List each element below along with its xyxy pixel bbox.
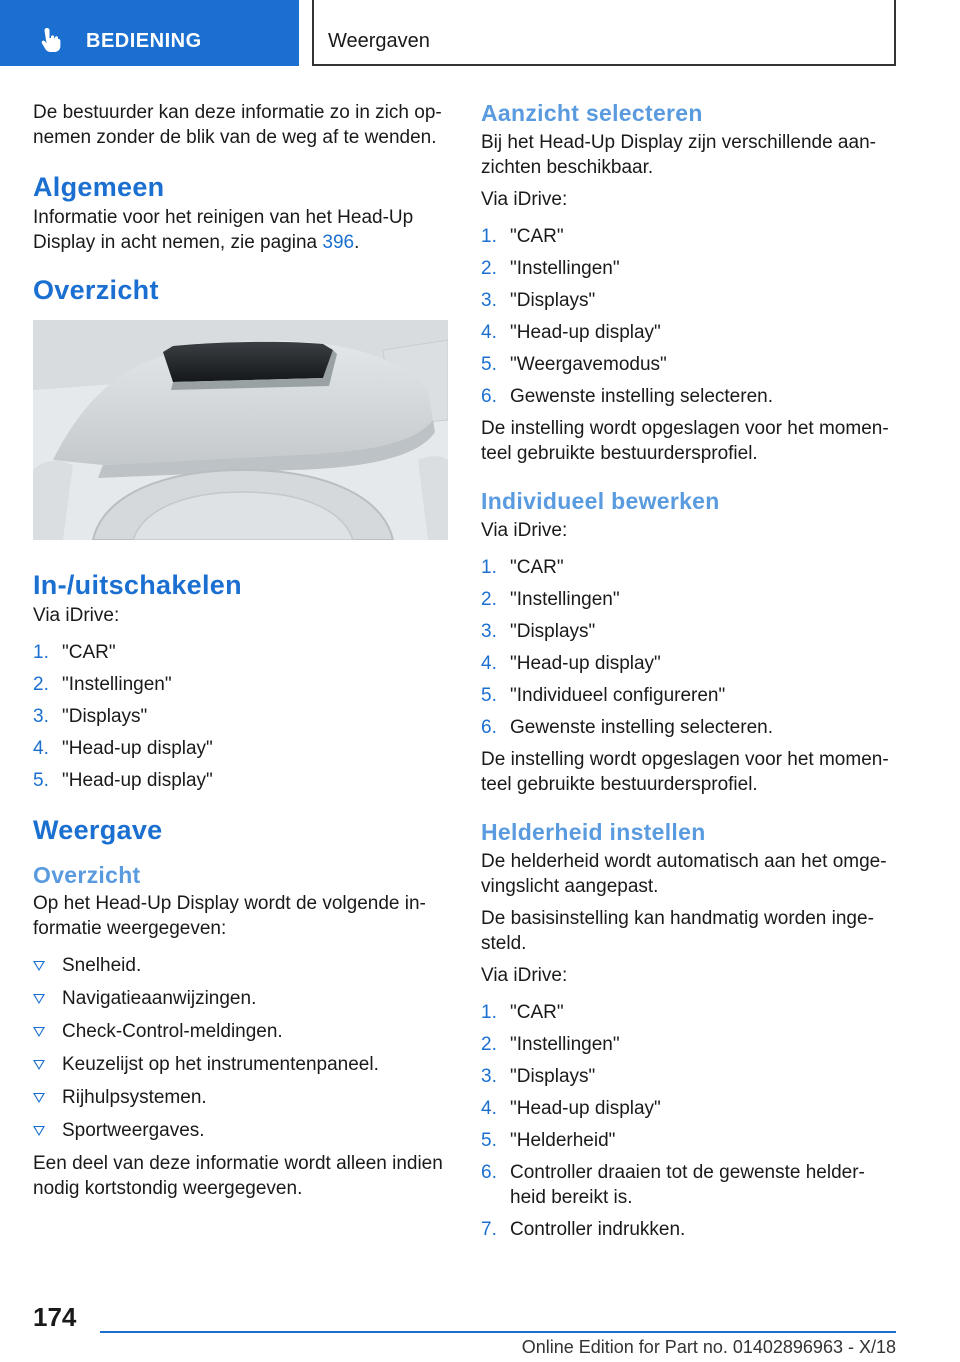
right-column bbox=[481, 100, 896, 1249]
list-item: 1. "CAR" bbox=[481, 557, 564, 578]
aanzicht-paragraph: Bij het Head-Up Display zijn verschillende aan-zichten beschikbaar. bbox=[481, 132, 876, 178]
list-item: 1. "CAR" bbox=[481, 1002, 564, 1023]
list-item: 4. "Head-up display" bbox=[481, 1098, 661, 1119]
heading-algemeen: Algemeen bbox=[33, 172, 165, 202]
aanzicht-outro: De instelling wordt opgeslagen voor het momen-teel gebruikte bestuurdersprofiel. bbox=[481, 418, 889, 464]
uitschakelen-steps bbox=[33, 640, 448, 793]
page-reference-link[interactable]: 396 bbox=[322, 232, 355, 253]
list-item: 7. Controller indrukken. bbox=[481, 1219, 686, 1240]
head-up-display-image bbox=[33, 320, 448, 540]
list-item: 2. "Instellingen" bbox=[481, 589, 620, 610]
aanzicht-steps bbox=[481, 224, 896, 409]
list-item: Keuzelijst op het instrumentenpaneel. bbox=[33, 1052, 448, 1077]
list-item: Sportweergaves. bbox=[33, 1118, 448, 1143]
list-item: 5. "Helderheid" bbox=[481, 1130, 616, 1151]
triangle-bullet-icon bbox=[33, 961, 45, 971]
list-item: 6. Gewenste instelling selecteren. bbox=[481, 717, 773, 738]
weergave-outro: Een deel van deze informatie wordt alleen indien nodig kortstondig weergegeven. bbox=[33, 1153, 443, 1199]
heading-individueel-bewerken: Individueel bewerken bbox=[481, 488, 720, 514]
algemeen-paragraph bbox=[33, 205, 448, 255]
list-item: 5. "Head-up display" bbox=[33, 770, 213, 791]
display-info-list bbox=[33, 953, 448, 1143]
list-item: 4. "Head-up display" bbox=[481, 653, 661, 674]
list-item: Check-Control-meldingen. bbox=[33, 1019, 448, 1044]
heading-weergave: Weergave bbox=[33, 815, 163, 845]
chapter-label: BEDIENING bbox=[86, 30, 202, 52]
intro-paragraph: De bestuurder kan deze informatie zo in zich op-nemen zonder de blik van de weg af te wenden. bbox=[33, 102, 442, 148]
dashboard-illustration bbox=[33, 320, 448, 540]
subheading-overzicht: Overzicht bbox=[33, 862, 141, 888]
algemeen-text-end: . bbox=[354, 232, 360, 253]
triangle-bullet-icon bbox=[33, 1126, 45, 1136]
list-item: 4. "Head-up display" bbox=[481, 322, 661, 343]
heading-aanzicht-selecteren: Aanzicht selecteren bbox=[481, 100, 703, 126]
individueel-outro: De instelling wordt opgeslagen voor het momen-teel gebruikte bestuurdersprofiel. bbox=[481, 749, 889, 795]
via-idrive-label: Via iDrive: bbox=[481, 189, 568, 210]
list-item: 6. Gewenste instelling selecteren. bbox=[481, 386, 773, 407]
algemeen-text: Informatie voor het reinigen van het Head-Up Display in acht nemen, zie pagina bbox=[33, 207, 414, 253]
edition-note: Online Edition for Part no. 01402896963 - X/18 bbox=[521, 1337, 896, 1357]
list-item: 2. "Instellingen" bbox=[33, 674, 172, 695]
list-item: 6. Controller draaien tot de gewenste helder-heid bereikt is. bbox=[481, 1162, 865, 1208]
heading-helderheid-instellen: Helderheid instellen bbox=[481, 819, 706, 845]
triangle-bullet-icon bbox=[33, 1060, 45, 1070]
list-item: 3. "Displays" bbox=[481, 290, 596, 311]
via-idrive-label: Via iDrive: bbox=[33, 605, 120, 626]
list-item: 3. "Displays" bbox=[481, 1066, 596, 1087]
helderheid-paragraph-1: De helderheid wordt automatisch aan het omge-vingslicht aangepast. bbox=[481, 851, 887, 897]
triangle-bullet-icon bbox=[33, 994, 45, 1004]
list-item: 4. "Head-up display" bbox=[33, 738, 213, 759]
list-item: 2. "Instellingen" bbox=[481, 258, 620, 279]
list-item: 3. "Displays" bbox=[481, 621, 596, 642]
chapter-tab bbox=[0, 0, 299, 66]
list-item: 2. "Instellingen" bbox=[481, 1034, 620, 1055]
triangle-bullet-icon bbox=[33, 1027, 45, 1037]
pointing-hand-icon bbox=[38, 26, 66, 54]
list-item: 5. "Weergavemodus" bbox=[481, 354, 667, 375]
heading-overzicht: Overzicht bbox=[33, 275, 159, 305]
helderheid-paragraph-2: De basisinstelling kan handmatig worden inge-steld. bbox=[481, 908, 874, 954]
list-item: Navigatieaanwijzingen. bbox=[33, 986, 448, 1011]
individueel-steps bbox=[481, 555, 896, 740]
list-item: Snelheid. bbox=[33, 953, 448, 978]
left-column bbox=[33, 100, 448, 1208]
list-item: 3. "Displays" bbox=[33, 706, 148, 727]
list-item: 1. "CAR" bbox=[33, 642, 116, 663]
list-item: 1. "CAR" bbox=[481, 226, 564, 247]
weergave-paragraph: Op het Head-Up Display wordt de volgende in-formatie weergegeven: bbox=[33, 893, 426, 939]
footer-divider bbox=[100, 1331, 896, 1333]
section-header bbox=[312, 0, 896, 66]
list-item: 5. "Individueel configureren" bbox=[481, 685, 726, 706]
list-item: Rijhulpsystemen. bbox=[33, 1085, 448, 1110]
via-idrive-label: Via iDrive: bbox=[481, 520, 568, 541]
helderheid-steps bbox=[481, 1000, 896, 1242]
page-number: 174 bbox=[33, 1302, 77, 1332]
heading-in-uitschakelen: In-/uitschakelen bbox=[33, 570, 242, 600]
via-idrive-label: Via iDrive: bbox=[481, 965, 568, 986]
section-title: Weergaven bbox=[328, 30, 430, 52]
triangle-bullet-icon bbox=[33, 1093, 45, 1103]
